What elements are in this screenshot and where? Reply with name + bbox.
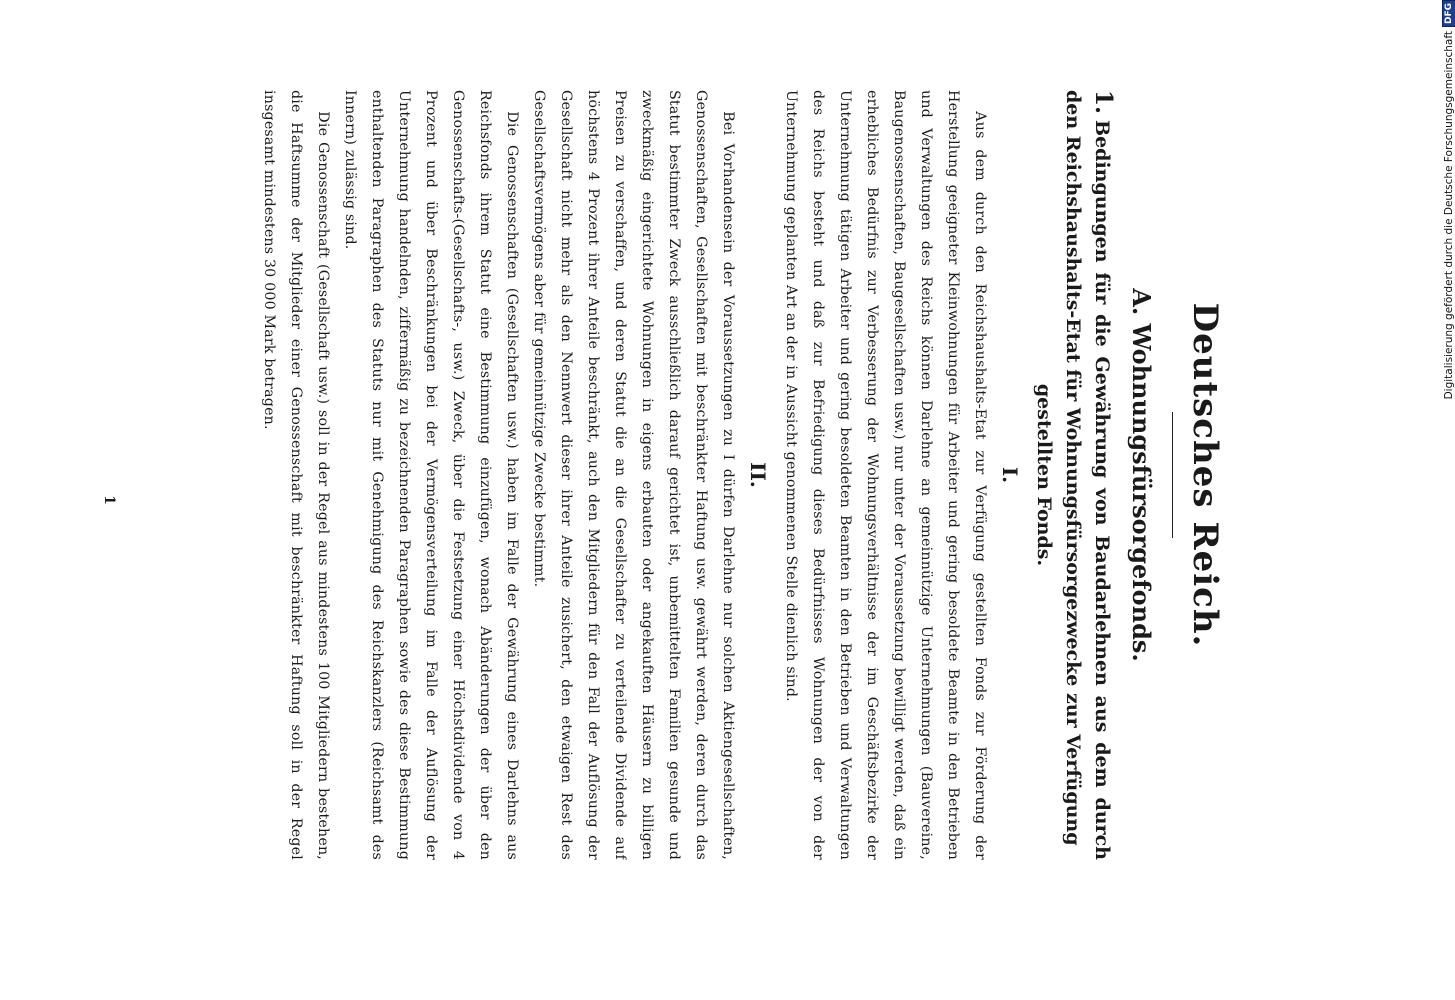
part-1-paragraph: Aus dem durch den Reichshaushalts-Etat zur Verfügung gestellten Fonds zur Förderung der Herstellung geeigneter Kleinwohnungen für Arbeiter und gering besoldete Beamte in den Betrieben und Verwaltungen des Reichs können Darlehne an gemeinnützige Unternehmungen (Bauvereine, Baugenossenschaften, Baugesellschaften usw.) nur unter der Voraussetzung bewilligt werden, daß ein erhebliches Bedürfnis zur Verbesserung der Wohnungsverhältnisse der im Geschäftsbezirke der Unternehmung tätigen Arbeiter und gering besoldeten Beamten in den Betrieben und Verwaltungen des Reichs besteht und daß zur Befriedigung dieses Bedürfnisses Wohnungen der von der Unternehmung geplanten Art an der in Aussicht genommenen Stelle dienlich sind.: [783, 90, 988, 860]
subsection-title-cont: gestellten Fonds.: [1033, 383, 1055, 567]
subsection-heading: [1058, 90, 1118, 860]
subsection-title: Bedingungen für die Gewährung von Baudarlehnen aus dem durch den Reichshaushalts-Etat für Wohnungsfürsorgezwecke zur Verfügung: [1062, 90, 1113, 860]
page-content: [105, 90, 1355, 860]
digitization-note: [1438, 0, 1455, 1000]
part-2-paragraph-3: Die Genossenschaft (Gesellschaft usw.) soll in der Regel aus mindestens 100 Mitgliedern bestehen, die Haftsumme der Mitglieder einer Genossenschaft mit beschränkter Haftung soll in der Regel insgesamt mindestens 30 000 Mark betragen.: [261, 90, 331, 860]
subsection-number: 1.: [1090, 90, 1117, 115]
page-number: 1: [101, 495, 117, 505]
part-2-label: II.: [746, 462, 770, 488]
part-1-label: I.: [998, 466, 1022, 484]
section-title: A. Wohnungsfürsorgefonds.: [1127, 288, 1156, 662]
dfg-logo: DFG: [1442, 0, 1455, 27]
document-title: Deutsches Reich.: [1185, 302, 1225, 648]
part-2-paragraph-2: Die Genossenschaften (Gesellschaften usw.) haben im Falle der Gewährung eines Darlehns aus Reichsfonds ihrem Statut eine Bestimmung einzufügen, wonach Abänderungen der über den Genossenschafts-(Gesellschafts-, usw.) Zweck, über die Festsetzung einer Höchstdividende von 4 Prozent und über Beschränkungen bei der Vermögensverteilung im Falle der Auflösung der Unternehmung handelnden, ziffermäßig zu bezeichnenden Paragraphen sowie des diese Bestimmung enthaltenden Paragraphen des Statuts nur mit Genehmigung des Reichskanzlers (Reichsamt des Innern) zulässig sind.: [342, 90, 520, 860]
part-2-paragraph-1: Bei Vorhandensein der Voraussetzungen zu I dürfen Darlehne nur solchen Aktiengesellschaften, Genossenschaften, Gesellschaften mit beschränkter Haftung usw. gewährt werden, deren durch das Statut bestimmter Zweck ausschließlich darauf gerichtet ist, unbemittelten Familien gesunde und zweckmäßig eingerichtete Wohnungen in eigens erbauten oder angekauften Häusern zu billigen Preisen zu verschaffen, und deren Statut die an die Gesellschafter zu verteilende Dividende auf höchstens 4 Prozent ihrer Anteile beschränkt, auch den Mitgliedern für den Fall der Auflösung der Gesellschaft nicht mehr als den Nennwert dieser ihrer Anteile zusichert, den etwaigen Rest des Gesellschaftsvermögens aber für gemeinnützige Zwecke bestimmt.: [531, 90, 736, 860]
digitization-note-text: Digitalisierung gefördert durch die Deutsche Forschungsgemeinschaft: [1443, 31, 1455, 400]
title-rule: [1172, 412, 1173, 538]
